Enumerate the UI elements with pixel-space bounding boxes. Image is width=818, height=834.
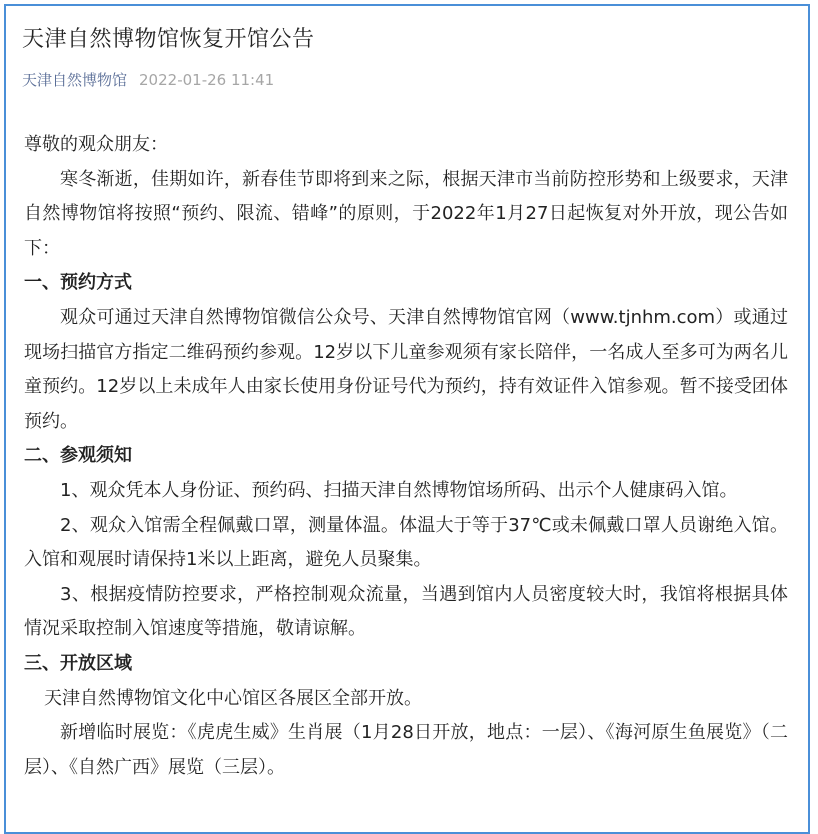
visit-notice-item-2: 2、观众入馆需全程佩戴口罩，测量体温。体温大于等于37℃或未佩戴口罩人员谢绝入馆。入馆和观展时请保持1米以上距离，避免人员聚集。 bbox=[24, 514, 788, 571]
open-areas-line-1: 天津自然博物馆文化中心馆区各展区全部开放。 bbox=[44, 687, 422, 709]
source-link[interactable]: 天津自然博物馆 bbox=[22, 71, 128, 89]
article-title: 天津自然博物馆恢复开馆公告 bbox=[22, 27, 315, 52]
intro-paragraph: 寒冬渐逝，佳期如许，新春佳节即将到来之际，根据天津市当前防控形势和上级要求，天津自然博物馆将按照“预约、限流、错峰”的原则，于2022年1月27日起恢复对外开放，现公告如下： bbox=[24, 168, 788, 259]
section-heading-visit-notice: 二、参观须知 bbox=[24, 445, 132, 467]
visit-notice-item-3: 3、根据疫情防控要求，严格控制观众流量，当遇到馆内人员密度较大时，我馆将根据具体情况采取控制入馆速度等措施，敬请谅解。 bbox=[24, 583, 788, 640]
publish-time: 2022-01-26 11:41 bbox=[139, 71, 275, 89]
article-meta bbox=[22, 69, 274, 90]
open-areas-line-2: 新增临时展览：《虎虎生威》生肖展（1月28日开放，地点：一层）、《海河原生鱼展览》（二层）、《自然广西》展览（三层）。 bbox=[24, 722, 788, 778]
section-heading-open-areas: 三、开放区域 bbox=[24, 652, 132, 674]
section-heading-booking: 一、预约方式 bbox=[24, 272, 132, 294]
greeting: 尊敬的观众朋友： bbox=[24, 134, 168, 155]
booking-paragraph: 观众可通过天津自然博物馆微信公众号、天津自然博物馆官网（www.tjnhm.com）或通过现场扫描官方指定二维码预约参观。12岁以下儿童参观须有家长陪伴，一名成人至多可为两名儿童预约。12岁以上未成年人由家长使用身份证号代为预约，持有效证件入馆参观。暂不接受团体预约。 bbox=[24, 306, 788, 432]
visit-notice-item-1: 1、观众凭本人身份证、预约码、扫描天津自然博物馆场所码、出示个人健康码入馆。 bbox=[60, 479, 738, 501]
article-body bbox=[24, 128, 788, 785]
